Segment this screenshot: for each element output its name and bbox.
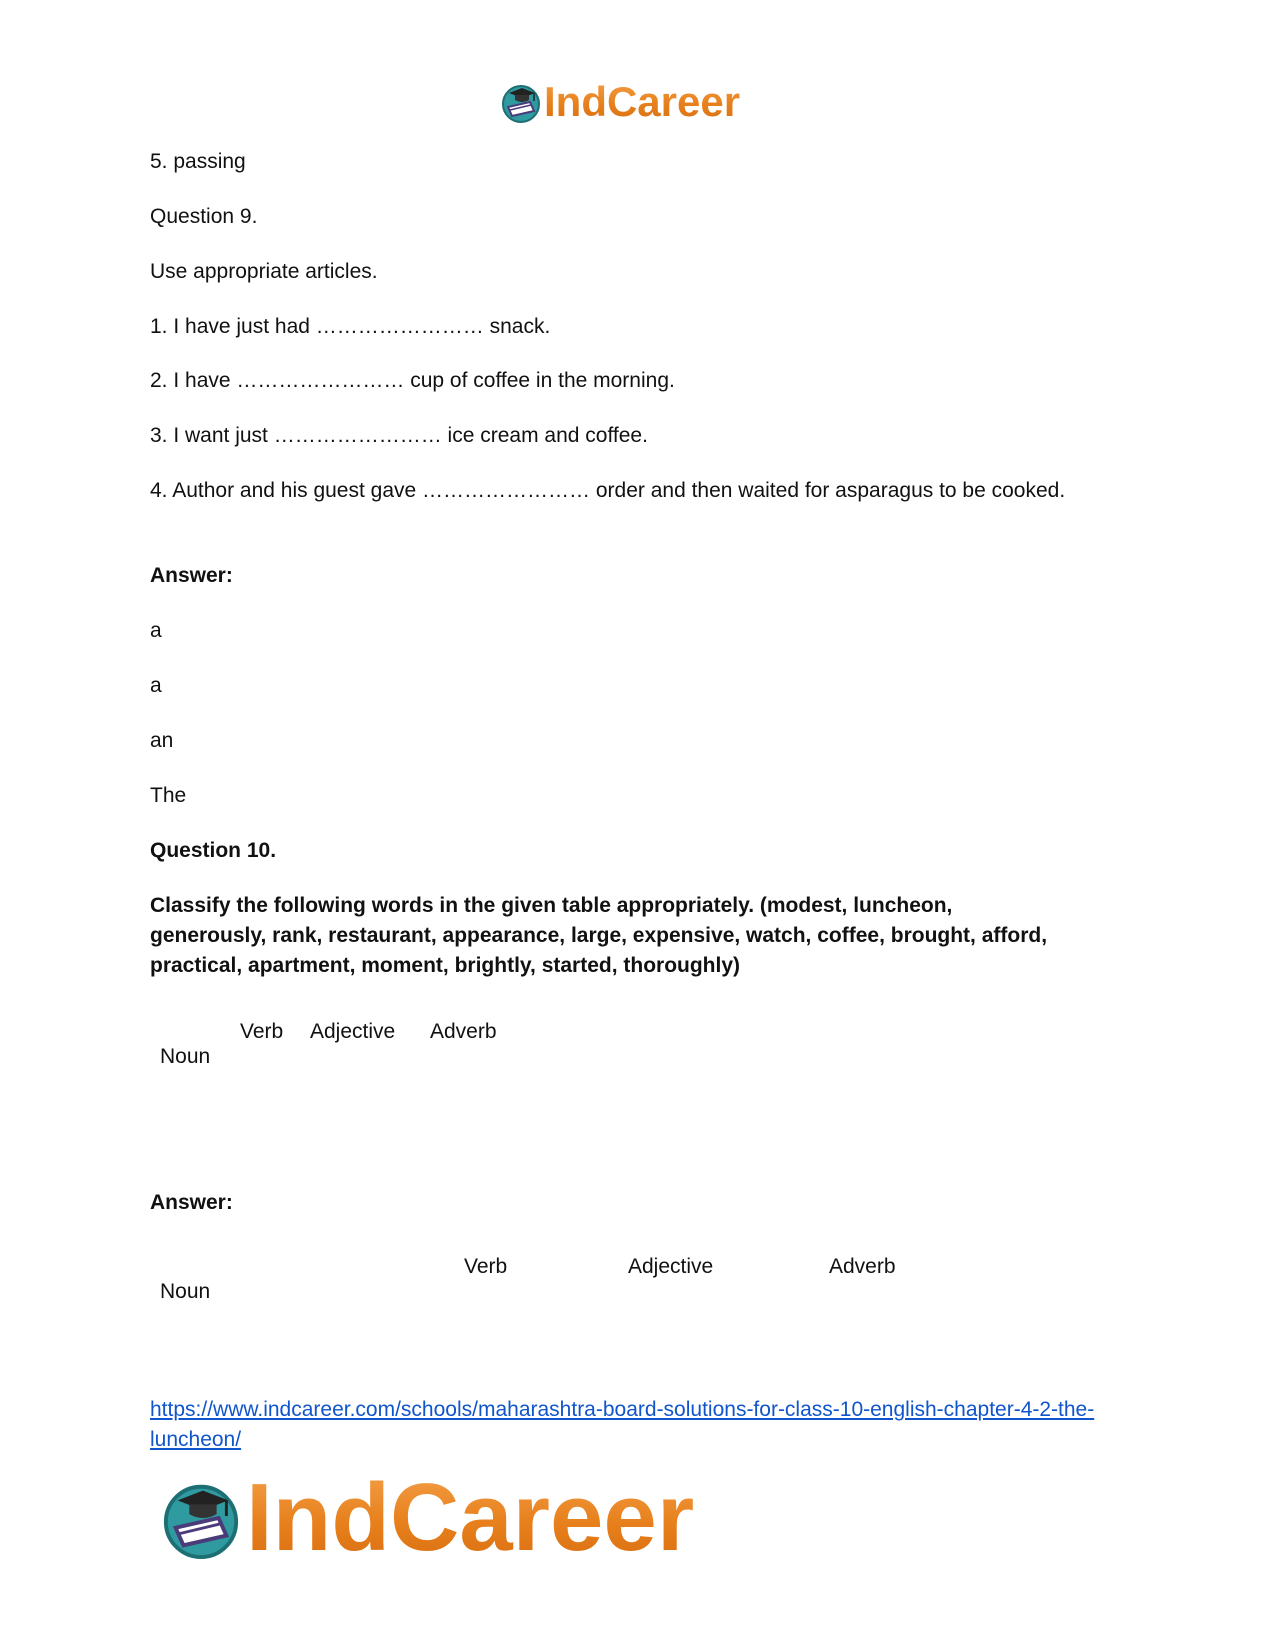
brand-name: IndCareer (544, 78, 741, 125)
question-9-item-3: 3. I want just …………………… ice cream and coffee. (150, 424, 648, 447)
question-10-title: Question 10. (150, 839, 277, 862)
table1-header-noun: Noun (160, 1045, 211, 1068)
question-9-title: Question 9. (150, 205, 258, 228)
answer-item-5: 5. passing (150, 150, 246, 173)
question-9-item-1: 1. I have just had …………………… snack. (150, 315, 551, 338)
question-9-instruction: Use appropriate articles. (150, 260, 378, 283)
source-url-link[interactable]: https://www.indcareer.com/schools/maharashtra-board-solutions-for-class-10-english-chapter-4-2-the-luncheon/ (150, 1398, 1095, 1451)
table2-header-adverb: Adverb (829, 1255, 896, 1278)
graduation-book-globe-icon (160, 1477, 242, 1559)
footer-logo (160, 1466, 694, 1570)
table2-header-adjective: Adjective (628, 1255, 714, 1278)
graduation-book-globe-icon (500, 81, 542, 123)
question-9-item-2: 2. I have …………………… cup of coffee in the morning. (150, 369, 675, 392)
table1-header-verb: Verb (240, 1020, 284, 1043)
table2-header-verb: Verb (464, 1255, 508, 1278)
question-9-item-4: 4. Author and his guest gave …………………… order and then waited for asparagus to be cooked. (150, 479, 1066, 502)
header-logo (500, 78, 740, 126)
brand-name: IndCareer (246, 1464, 695, 1571)
table1-header-adverb: Adverb (430, 1020, 497, 1043)
answer-2: a (150, 674, 162, 697)
answer-4: The (150, 784, 187, 807)
table1-header-adjective: Adjective (310, 1020, 396, 1043)
question-10-instruction: Classify the following words in the given table appropriately. (modest, luncheon, generously, rank, restaurant, appearance, large, expensive, watch, coffee, brought, afford, practical, apartment, moment, brightly, started, thoroughly) (150, 894, 1048, 977)
answer-3: an (150, 729, 174, 752)
table2-header-noun: Noun (160, 1280, 211, 1303)
answer-1: a (150, 619, 162, 642)
answer-label: Answer: (150, 564, 233, 587)
answer-label-2: Answer: (150, 1191, 233, 1214)
